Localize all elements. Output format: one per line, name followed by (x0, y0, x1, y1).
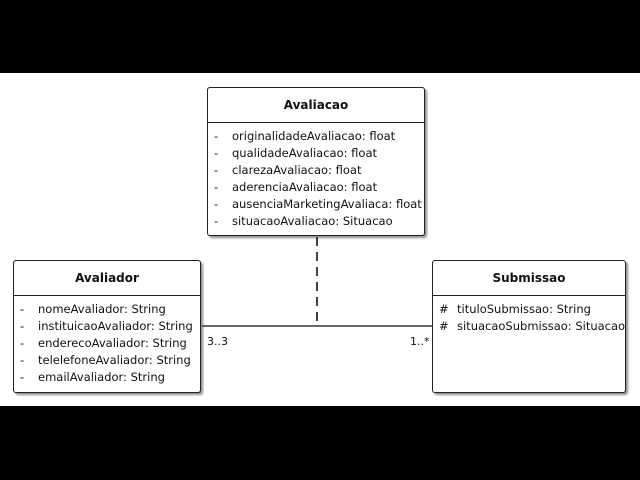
right-multiplicity: 1..* (410, 335, 430, 348)
attribute-list (208, 123, 424, 230)
left-multiplicity: 3..3 (207, 335, 228, 348)
attribute-list (433, 296, 625, 335)
visibility-marker: - (20, 370, 25, 384)
visibility-marker: - (214, 163, 219, 177)
attribute (14, 301, 200, 318)
class-submissao[interactable] (432, 260, 626, 393)
attribute-text: qualidadeAvaliacao: float (232, 146, 378, 160)
visibility-marker: # (439, 302, 449, 316)
attribute (433, 301, 625, 318)
visibility-marker: - (214, 146, 219, 160)
visibility-marker: - (20, 353, 25, 367)
attribute (208, 196, 424, 213)
attribute-text: ausenciaMarketingAvaliaca: float (232, 197, 422, 211)
attribute-text: enderecoAvaliador: String (38, 336, 187, 350)
visibility-marker: - (214, 197, 219, 211)
attribute-text: emailAvaliador: String (38, 370, 165, 384)
attribute (14, 335, 200, 352)
attribute (208, 162, 424, 179)
visibility-marker: - (20, 302, 25, 316)
visibility-marker: - (214, 180, 219, 194)
attribute-text: aderenciaAvaliacao: float (232, 180, 378, 194)
attribute-text: telelefoneAvaliador: String (38, 353, 191, 367)
visibility-marker: - (20, 319, 25, 333)
visibility-marker: - (214, 129, 219, 143)
attribute-text: clarezaAvaliacao: float (232, 163, 362, 177)
attribute-text: situacaoAvaliacao: Situacao (232, 214, 393, 228)
visibility-marker: # (439, 319, 449, 333)
class-name: Submissao (433, 261, 625, 296)
attribute (208, 145, 424, 162)
attribute-text: situacaoSubmissao: Situacao (457, 319, 626, 333)
attribute (14, 352, 200, 369)
attribute-text: tituloSubmissao: String (457, 302, 591, 316)
class-avaliador[interactable] (13, 260, 201, 393)
attribute (433, 318, 625, 335)
attribute (14, 369, 200, 386)
class-name: Avaliador (14, 261, 200, 296)
class-name: Avaliacao (208, 88, 424, 123)
attribute-list (14, 296, 200, 386)
attribute-text: nomeAvaliador: String (38, 302, 166, 316)
attribute (208, 128, 424, 145)
attribute (208, 213, 424, 230)
class-avaliacao[interactable] (207, 87, 425, 236)
attribute (208, 179, 424, 196)
visibility-marker: - (214, 214, 219, 228)
visibility-marker: - (20, 336, 25, 350)
attribute (14, 318, 200, 335)
attribute-text: originalidadeAvaliacao: float (232, 129, 396, 143)
attribute-text: instituicaoAvaliador: String (38, 319, 193, 333)
